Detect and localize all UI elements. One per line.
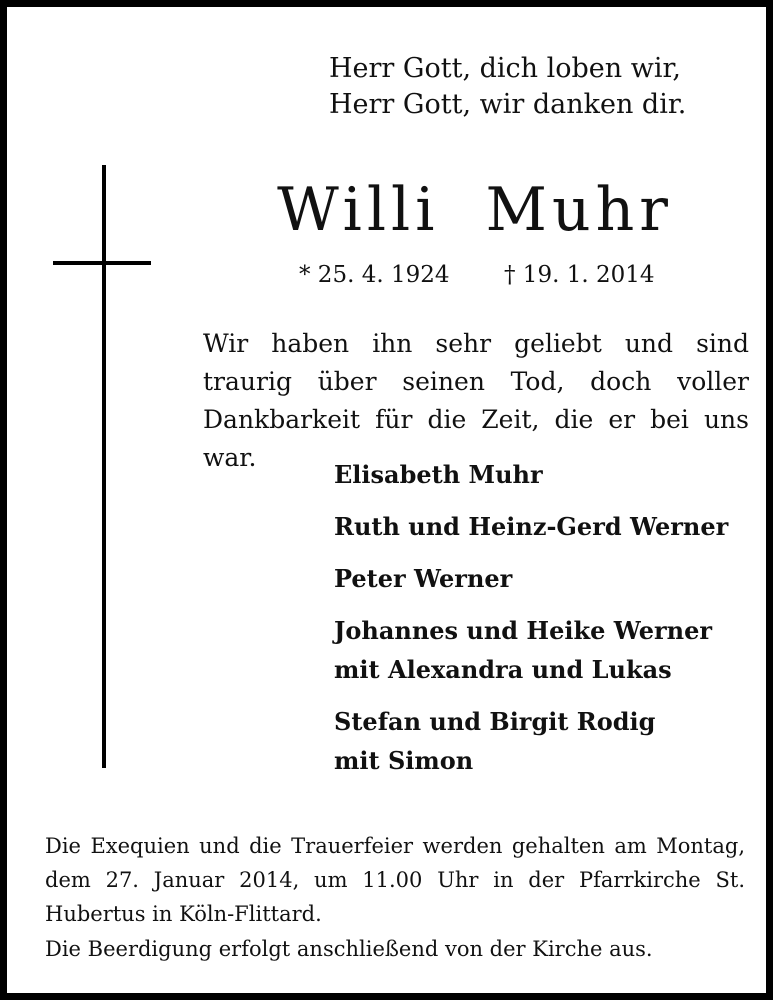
mourner-entry <box>334 611 728 689</box>
mourner-name: Johannes und Heike Werner <box>334 616 713 645</box>
mourner-companions: mit Simon <box>334 746 474 775</box>
tribute-text: Wir haben ihn sehr geliebt und sind traurig über seinen Tod, doch voller Dankbarkeit für die Zeit, die er bei uns war. <box>203 329 749 472</box>
deceased-name: Willi Muhr <box>277 175 673 245</box>
death-date: † 19. 1. 2014 <box>504 262 655 288</box>
mourner-name: Peter Werner <box>334 564 513 593</box>
mourner-name: Stefan und Birgit Rodig <box>334 707 656 736</box>
mourner-companions: mit Alexandra und Lukas <box>334 655 672 684</box>
service-notice: Die Exequien und die Trauerfeier werden gehalten am Montag, dem 27. Januar 2014, um 11.00 Uhr in der Pfarrkirche St. Hubertus in Köln-Flittard. <box>45 834 745 926</box>
birth-date: * 25. 4. 1924 <box>299 262 450 288</box>
mourner-entry <box>334 559 728 598</box>
mourner-name: Elisabeth Muhr <box>334 460 543 489</box>
cross-icon <box>102 165 106 768</box>
motto <box>329 51 686 123</box>
mourner-entry <box>334 702 728 780</box>
burial-notice: Die Beerdigung erfolgt anschließend von der Kirche aus. <box>45 937 653 961</box>
mourner-entry <box>334 455 728 494</box>
mourner-entry <box>334 507 728 546</box>
cross-icon-bar <box>53 261 151 265</box>
mourner-name: Ruth und Heinz-Gerd Werner <box>334 512 729 541</box>
motto-line-2: Herr Gott, wir danken dir. <box>329 89 687 120</box>
motto-line-1: Herr Gott, dich loben wir, <box>329 53 682 84</box>
mourners-list <box>334 455 728 793</box>
